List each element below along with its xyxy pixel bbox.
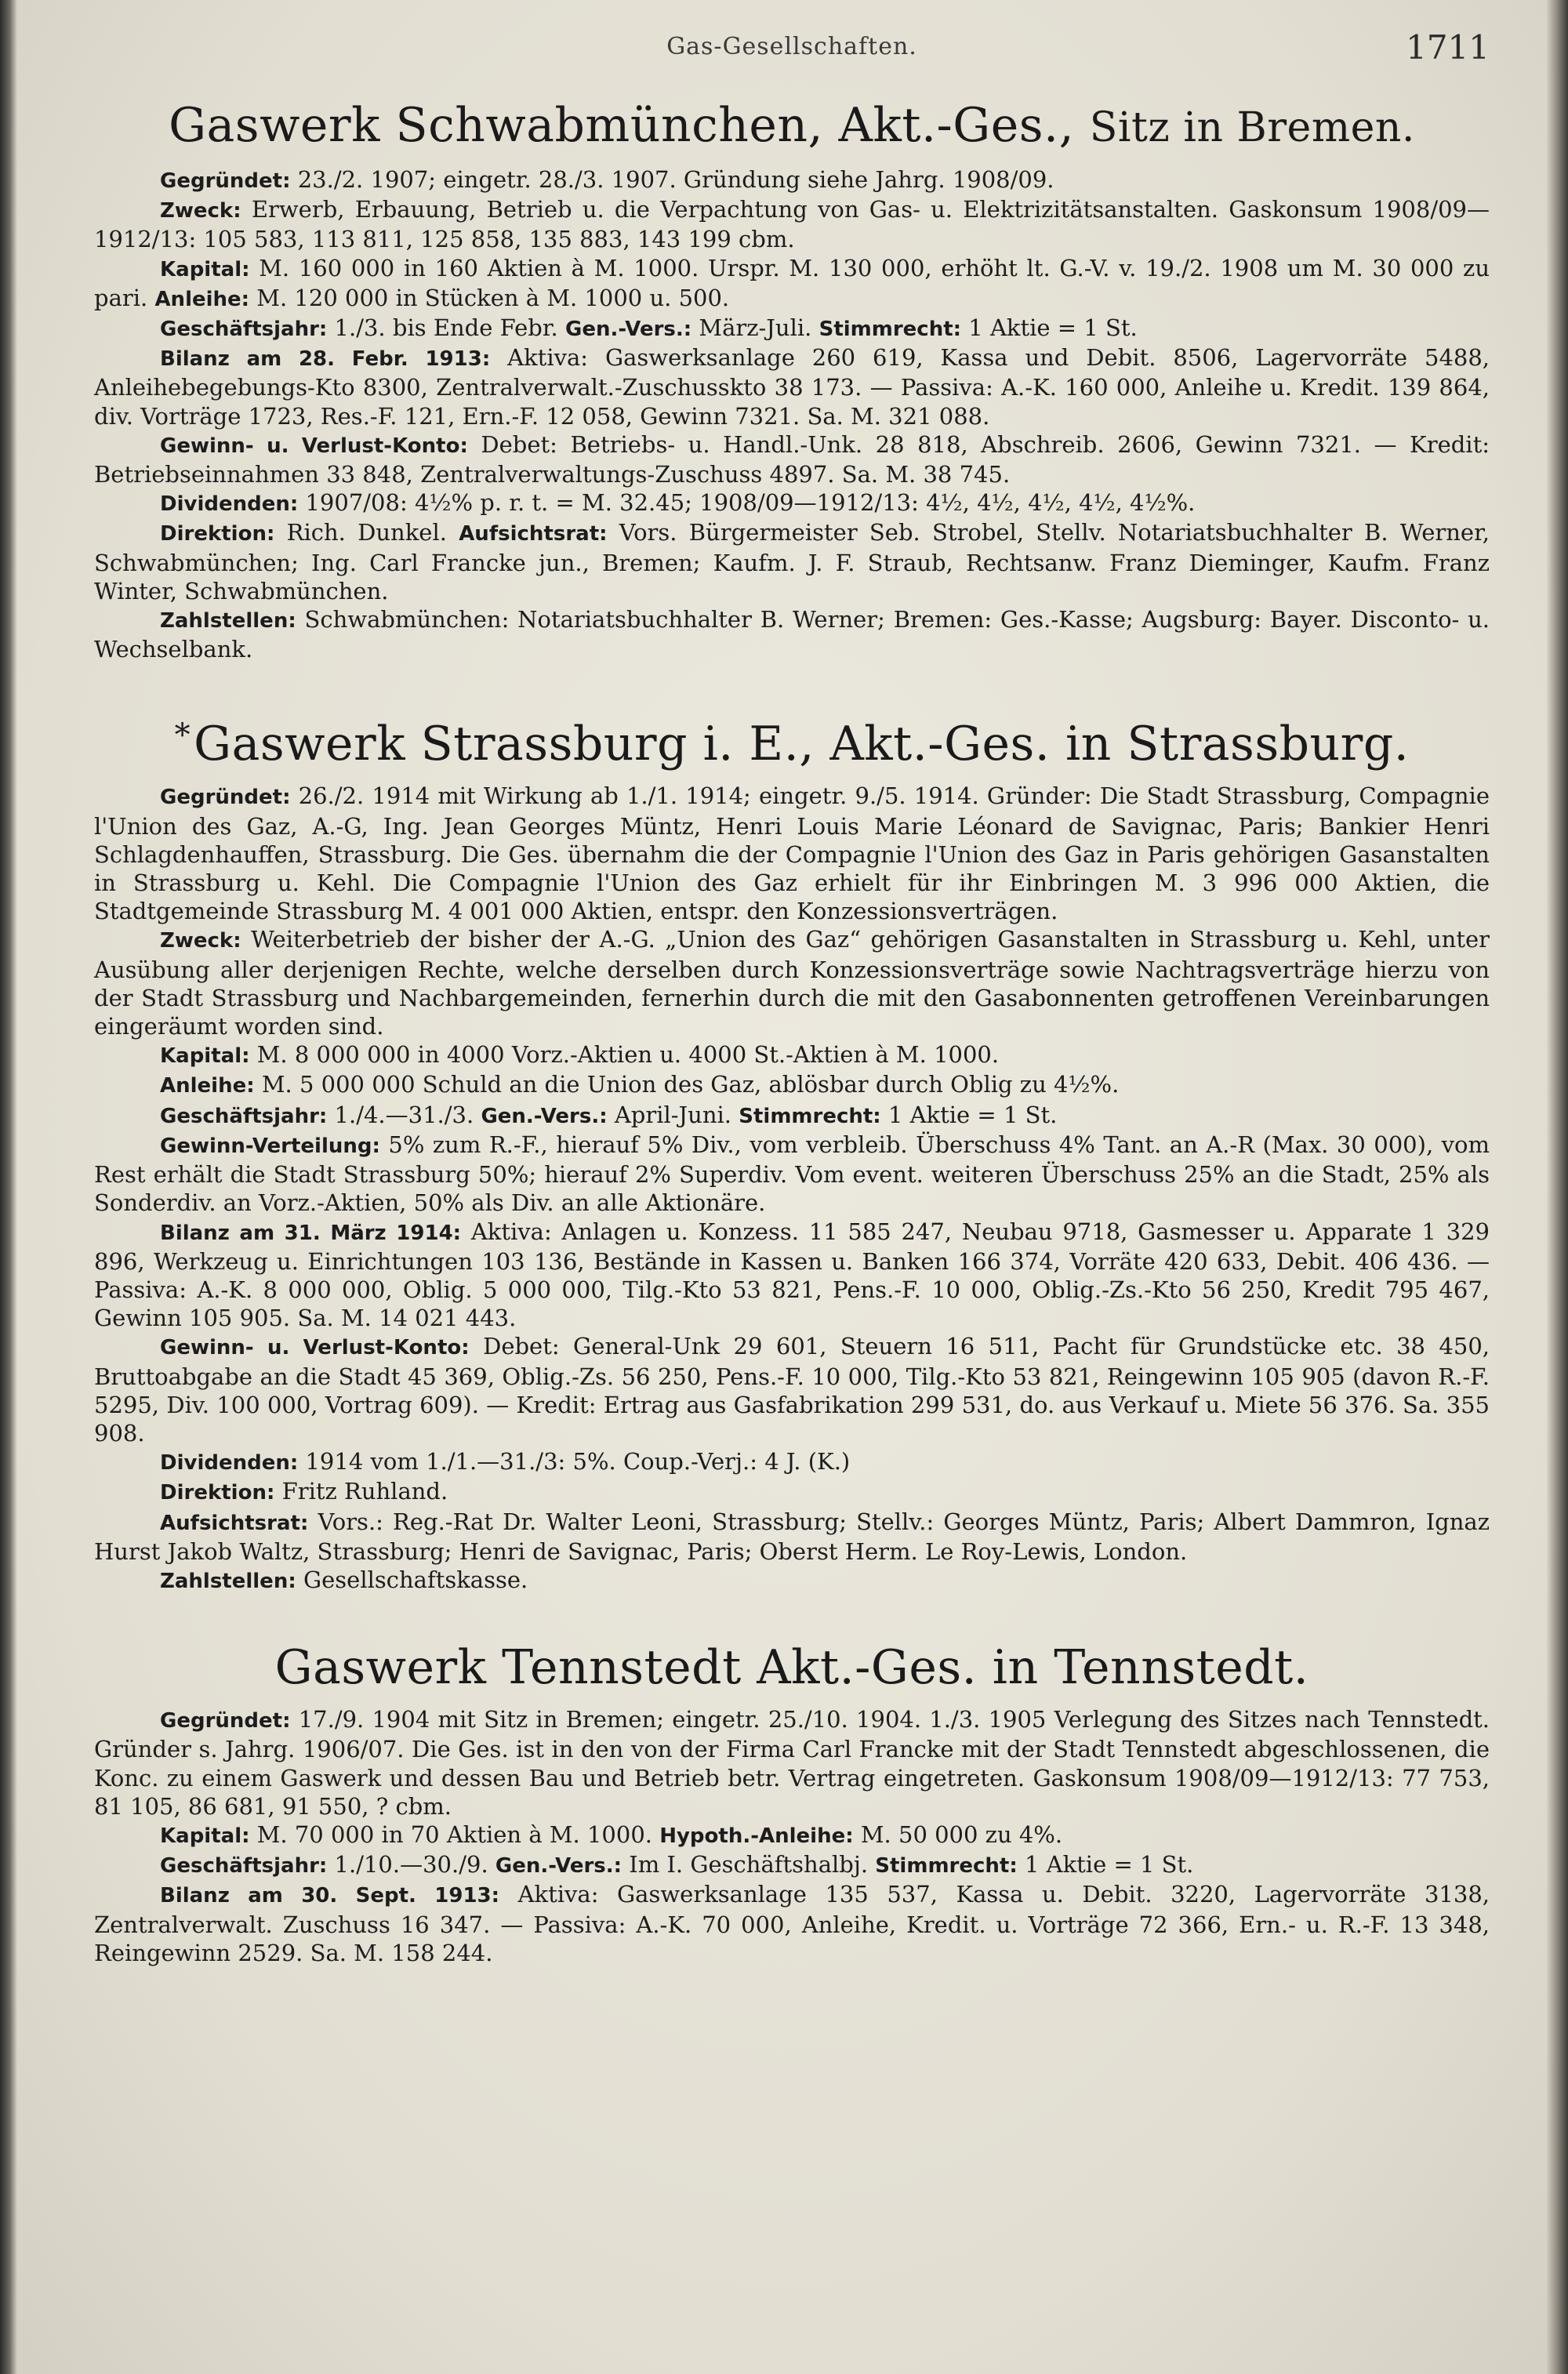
field-label: Direktion: — [160, 522, 275, 546]
field-text: Fritz Ruhland. — [281, 1478, 448, 1505]
asterisk-mark: * — [174, 717, 191, 754]
field-label: Gewinn- u. Verlust-Konto: — [160, 1336, 470, 1360]
field-text: 23./2. 1907; eingetr. 28./3. 1907. Gründung siehe Jahrg. 1908/09. — [297, 166, 1054, 193]
section-title: Gas-Gesellschaften. — [666, 33, 917, 60]
company-entry-schwabmuenchen — [94, 94, 1490, 663]
field-label: Anleihe: — [154, 287, 250, 311]
field-text: M. 5 000 000 Schuld an die Union des Gaz, ablösbar durch Oblig zu 4½%. — [261, 1071, 1120, 1098]
entry-paragraph — [94, 314, 1490, 343]
field-text: M. 120 000 in Stücken à M. 1000 u. 500. — [256, 284, 730, 311]
field-label: Gewinn-Verteilung: — [160, 1134, 380, 1158]
field-text: M. 70 000 in 70 Aktien à M. 1000. — [256, 1820, 652, 1848]
entry-paragraph — [94, 605, 1490, 663]
entry-paragraph — [94, 1447, 1490, 1477]
field-text: 1907/08: 4½% p. r. t. = M. 32.45; 1908/09—1912/13: 4½, 4½, 4½, 4½, 4½%. — [305, 489, 1196, 517]
field-text: Im I. Geschäftshalbj. — [629, 1851, 869, 1879]
field-label: Zahlstellen: — [160, 1569, 296, 1593]
company-title-main: Gaswerk Tennstedt Akt.-Ges. in Tennstedt. — [274, 1640, 1309, 1696]
field-text: Schwabmünchen: Notariatsbuchhalter B. Werner; Bremen: Ges.-Kasse; Augsburg: Bayer. Disconto- u. Wechselbank. — [94, 606, 1490, 663]
entry-paragraph — [94, 1131, 1490, 1218]
field-label: Bilanz am 31. März 1914: — [160, 1221, 462, 1245]
field-text: 1914 vom 1./1.—31./3: 5%. Coup.-Verj.: 4 J. (K.) — [305, 1448, 851, 1476]
page-number: 1711 — [1406, 28, 1490, 67]
field-label: Aufsichtsrat: — [459, 522, 608, 546]
field-text: 1 Aktie = 1 St. — [887, 1101, 1058, 1128]
field-label: Gen.-Vers.: — [564, 318, 692, 342]
company-entry-tennstedt — [94, 1636, 1490, 1967]
field-label: Bilanz am 28. Febr. 1913: — [160, 347, 491, 372]
field-label: Stimmrecht: — [818, 318, 962, 342]
field-label: Hypoth.-Anleihe: — [659, 1824, 854, 1848]
field-text: Aktiva: Gaswerksanlage 260 619, Kassa und Debit. 8506, Lagervorräte 5488, Anleihebegebungs-Kto 8300, Zentralverwalt.-Zuschusskto 38 173. — Passiva: A.-K. 160 000, Anleihe u. Kredit. 139 864, div. Vorträge 1723, Res.-F. 121, Ern.-F. 12 058, Gewinn 7321. Sa. M. 321 088. — [94, 344, 1490, 430]
field-label: Kapital: — [160, 257, 250, 281]
company-title-main: Gaswerk Strassburg i. E., Akt.-Ges. in Strassburg. — [194, 717, 1410, 772]
field-text: Gesellschaftskasse. — [303, 1566, 528, 1593]
entry-paragraph — [94, 1508, 1490, 1566]
entry-paragraph — [94, 165, 1490, 195]
field-text: März-Juli. — [699, 314, 812, 342]
field-text: April-Juni. — [614, 1101, 732, 1128]
field-text: 1./3. bis Ende Febr. — [334, 314, 558, 342]
field-text: 1 Aktie = 1 St. — [1024, 1851, 1194, 1879]
field-text: M. 8 000 000 in 4000 Vorz.-Aktien u. 4000 St.-Aktien à M. 1000. — [256, 1041, 1000, 1069]
entry-paragraph — [94, 1705, 1490, 1820]
entry-paragraph — [94, 1880, 1490, 1967]
entry-paragraph — [94, 1070, 1490, 1100]
field-text: Debet: Betriebs- u. Handl.-Unk. 28 818, Abschreib. 2606, Gewinn 7321. — Kredit: Betriebseinnahmen 33 848, Zentralverwaltungs-Zuschuss 4897. Sa. M. 38 745. — [94, 430, 1490, 488]
entry-paragraph — [94, 925, 1490, 1040]
field-label: Geschäftsjahr: — [160, 1854, 328, 1879]
field-label: Stimmrecht: — [875, 1854, 1018, 1879]
entry-paragraph — [94, 1477, 1490, 1507]
entry-paragraph — [94, 1566, 1490, 1595]
field-label: Geschäftsjahr: — [160, 1104, 328, 1128]
entry-paragraph — [94, 488, 1490, 518]
entry-paragraph — [94, 1218, 1490, 1333]
field-label: Zweck: — [160, 199, 241, 223]
company-entry-strassburg — [94, 704, 1490, 1595]
field-text: M. 50 000 zu 4%. — [860, 1820, 1063, 1848]
company-title — [94, 94, 1490, 159]
entry-paragraph — [94, 254, 1490, 314]
field-text: 26./2. 1914 mit Wirkung ab 1./1. 1914; eingetr. 9./5. 1914. Gründer: Die Stadt Strassburg, Compagnie l'Union des Gaz, A.-G, Ing. Jean Georges Müntz, Henri Louis Marie Léonard de Savignac, Paris; Bankier Henri Schlagdenhauffen, Strassburg. Die Ges. übernahm die der Compagnie l'Union des Gaz in Paris gehörigen Gasanstalten in Strassburg u. Kehl. Die Compagnie l'Union des Gaz erhielt für ihr Einbringen M. 3 996 000 Aktien, die Stadtgemeinde Strassburg M. 4 001 000 Aktien, entspr. den Konzessionsverträgen. — [94, 782, 1490, 925]
entry-paragraph — [94, 1101, 1490, 1131]
entry-paragraph — [94, 518, 1490, 605]
field-text: Vors. Bürgermeister Seb. Strobel, Stellv. Notariatsbuchhalter B. Werner, Schwabmünchen; Ing. Carl Francke jun., Bremen; Kaufm. J. F. Straub, Rechtsanw. Franz Dieminger, Kaufm. Franz Winter, Schwabmünchen. — [94, 519, 1490, 604]
field-label: Gegründet: — [160, 169, 291, 193]
entry-paragraph — [94, 430, 1490, 488]
field-text: Aktiva: Anlagen u. Konzess. 11 585 247, Neubau 9718, Gasmesser u. Apparate 1 329 896, Werkzeug u. Einrichtungen 103 136, Bestände in Kassen u. Banken 166 374, Vorräte 420 633, Debit. 406 436. — Passiva: A.-K. 8 000 000, Oblig. 5 000 000, Tilg.-Kto 53 821, Pens.-F. 10 000, Oblig.-Zs.-Kto 56 250, Kredit 795 467, Gewinn 105 905. Sa. M. 14 021 443. — [94, 1218, 1490, 1332]
company-title-main: Gaswerk Schwabmünchen, Akt.-Ges., — [169, 98, 1075, 153]
field-label: Dividenden: — [160, 492, 299, 517]
page-content — [94, 78, 1490, 2008]
entry-paragraph — [94, 343, 1490, 430]
field-label: Kapital: — [160, 1824, 250, 1848]
field-text: Rich. Dunkel. — [286, 519, 447, 546]
entry-paragraph — [94, 1850, 1490, 1880]
entry-paragraph — [94, 782, 1490, 925]
field-text: 17./9. 1904 mit Sitz in Bremen; eingetr. 25./10. 1904. 1./3. 1905 Verlegung des Sitzes nach Tennstedt. Gründer s. Jahrg. 1906/07. Die Ges. ist in den von der Firma Carl Francke mit der Stadt Tennstedt abgeschlossenen, die Konc. zu einem Gaswerk und dessen Bau und Betrieb betr. Vertrag eingetreten. Gaskonsum 1908/09—1912/13: 77 753, 81 105, 86 681, 91 550, ? cbm. — [94, 1706, 1490, 1820]
field-label: Stimmrecht: — [739, 1104, 881, 1128]
field-label: Kapital: — [160, 1044, 250, 1069]
field-label: Gewinn- u. Verlust-Konto: — [160, 434, 468, 458]
field-label: Gen.-Vers.: — [495, 1854, 622, 1879]
company-title — [94, 1636, 1490, 1699]
field-text: Debet: General-Unk 29 601, Steuern 16 511, Pacht für Grundstücke etc. 38 450, Bruttoabgabe an die Stadt 45 369, Oblig.-Zs. 56 250, Pens.-F. 10 000, Tilg.-Kto 53 821, Reingewinn 105 905 (davon R.-F. 5295, Div. 100 000, Vortrag 609). — Kredit: Ertrag aus Gasfabrikation 299 531, do. aus Verkauf u. Miete 56 376. Sa. 355 908. — [94, 1333, 1490, 1447]
entry-paragraph — [94, 195, 1490, 253]
field-label: Anleihe: — [160, 1074, 255, 1098]
field-text: 1 Aktie = 1 St. — [968, 314, 1138, 342]
company-title-sub: Sitz in Bremen. — [1089, 104, 1415, 151]
field-text: Weiterbetrieb der bisher der A.-G. „Union des Gaz“ gehörigen Gasanstalten in Strassburg u. Kehl, unter Ausübung aller derjenigen Rechte, welche derselben durch Konzessionsverträge sowie Nachtragsverträge hierzu von der Stadt Strassburg und Nachbargemeinden, fernerhin durch die mit den Gasabonnenten getroffenen Vereinbarungen eingeräumt worden sind. — [94, 926, 1490, 1040]
field-label: Bilanz am 30. Sept. 1913: — [160, 1884, 500, 1908]
company-title — [94, 704, 1490, 775]
field-label: Geschäftsjahr: — [160, 318, 328, 342]
field-text: M. 160 000 in 160 Aktien à M. 1000. Urspr. M. 130 000, erhöht lt. G.-V. v. 19./2. 1908 um M. 30 000 zu pari. — [94, 254, 1490, 311]
field-label: Dividenden: — [160, 1451, 299, 1476]
entry-paragraph — [94, 1040, 1490, 1070]
field-label: Gegründet: — [160, 786, 291, 810]
field-text: 5% zum R.-F., hierauf 5% Div., vom verbleib. Überschuss 4% Tant. an A.-R (Max. 30 000), vom Rest erhält die Stadt Strassburg 50%; hierauf 2% Superdiv. Vom event. weiteren Überschuss 25% an die Stadt, 25% als Sonderdiv. an Vorz.-Aktien, 50% als Div. an alle Aktionäre. — [94, 1131, 1490, 1217]
field-label: Direktion: — [160, 1481, 275, 1505]
running-header — [94, 27, 1490, 74]
field-text: 1./10.—30./9. — [334, 1851, 488, 1879]
field-label: Gen.-Vers.: — [481, 1104, 608, 1128]
field-label: Zweck: — [160, 929, 241, 953]
field-text: Aktiva: Gaswerksanlage 135 537, Kassa u. Debit. 3220, Lagervorräte 3138, Zentralverwalt. Zuschuss 16 347. — Passiva: A.-K. 70 000, Anleihe, Kredit. u. Vorträge 72 366, Ern.- u. R.-F. 13 348, Reingewinn 2529. Sa. M. 158 244. — [94, 1881, 1490, 1966]
field-text: Erwerb, Erbauung, Betrieb u. die Verpachtung von Gas- u. Elektrizitätsanstalten. Gaskonsum 1908/09—1912/13: 105 583, 113 811, 125 858, 135 883, 143 199 cbm. — [94, 196, 1490, 253]
field-label: Zahlstellen: — [160, 609, 296, 633]
entry-paragraph — [94, 1332, 1490, 1447]
field-text: Vors.: Reg.-Rat Dr. Walter Leoni, Strassburg; Stellv.: Georges Müntz, Paris; Albert Dammron, Ignaz Hurst Jakob Waltz, Strassburg; Henri de Savignac, Paris; Oberst Herm. Le Roy-Lewis, London. — [94, 1508, 1490, 1565]
entry-paragraph — [94, 1820, 1490, 1850]
field-label: Gegründet: — [160, 1709, 291, 1733]
field-text: 1./4.—31./3. — [334, 1101, 474, 1128]
field-label: Aufsichtsrat: — [160, 1511, 309, 1535]
